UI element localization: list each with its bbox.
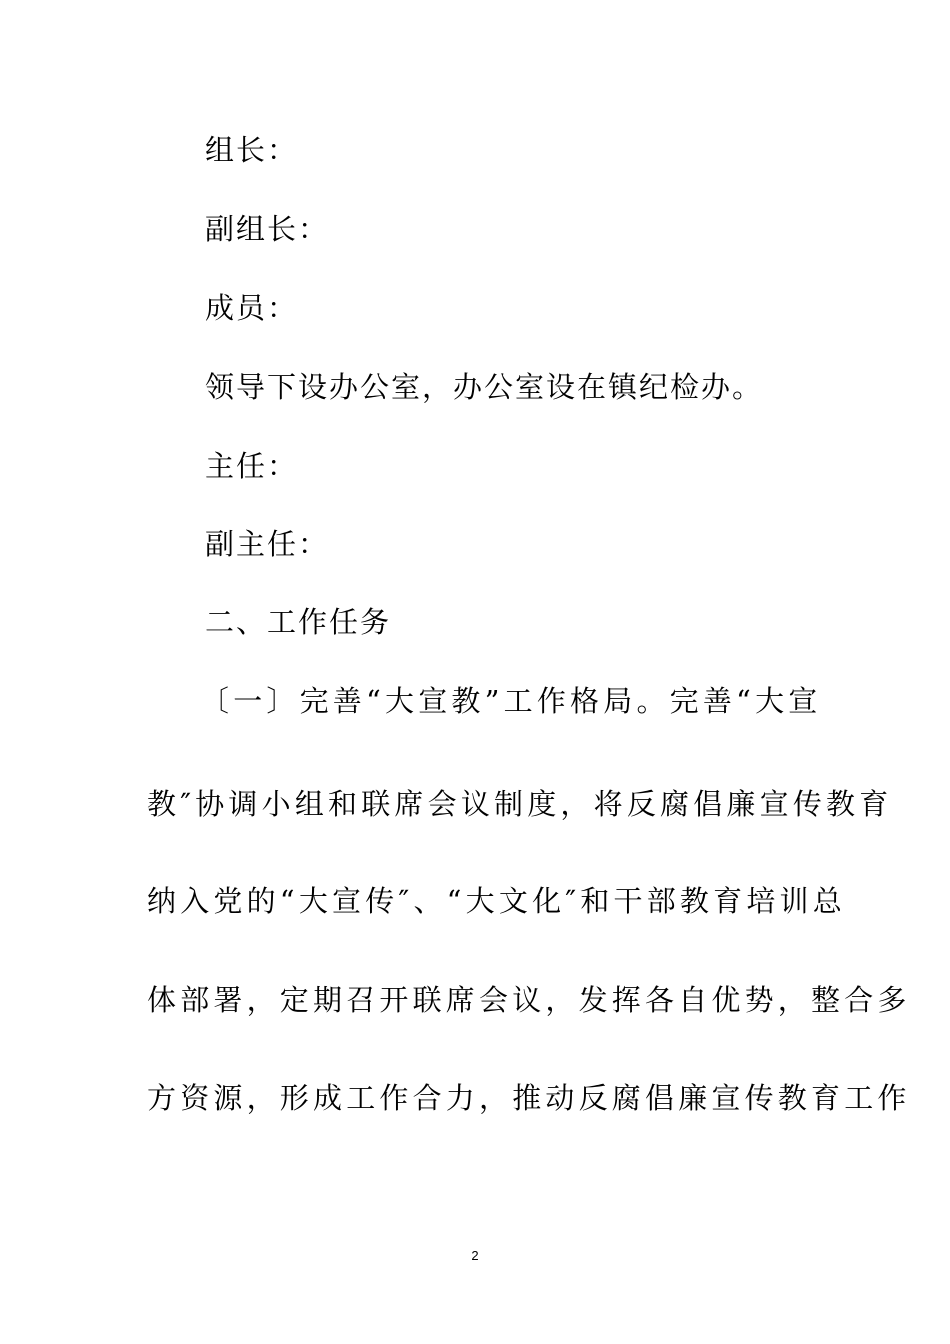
line-team-leader: 组长： (205, 133, 299, 167)
paragraph-line-3: 纳入党的“大宣传″、“大文化″和干部教育培训总 (147, 884, 846, 918)
line-deputy-team-leader: 副组长： (205, 212, 330, 246)
paragraph-line-4: 体部署，定期召开联席会议，发挥各自优势，整合多 (147, 983, 911, 1017)
line-members: 成员： (205, 291, 299, 325)
paragraph-line-5: 方资源，形成工作合力，推动反腐倡廉宣传教育工作 (147, 1081, 911, 1115)
line-office-setup: 领导下设办公室，办公室设在镇纪检办。 (205, 370, 764, 404)
line-director: 主任： (205, 449, 299, 483)
paragraph-line-1: 〔一〕完善“大宣教”工作格局。完善“大宣 (200, 684, 822, 718)
section-heading-work-tasks: 二、工作任务 (205, 605, 392, 639)
line-deputy-director: 副主任： (205, 527, 330, 561)
paragraph-line-2: 教″协调小组和联席会议制度，将反腐倡廉宣传教育 (147, 787, 893, 821)
page-number: 2 (471, 1248, 479, 1263)
